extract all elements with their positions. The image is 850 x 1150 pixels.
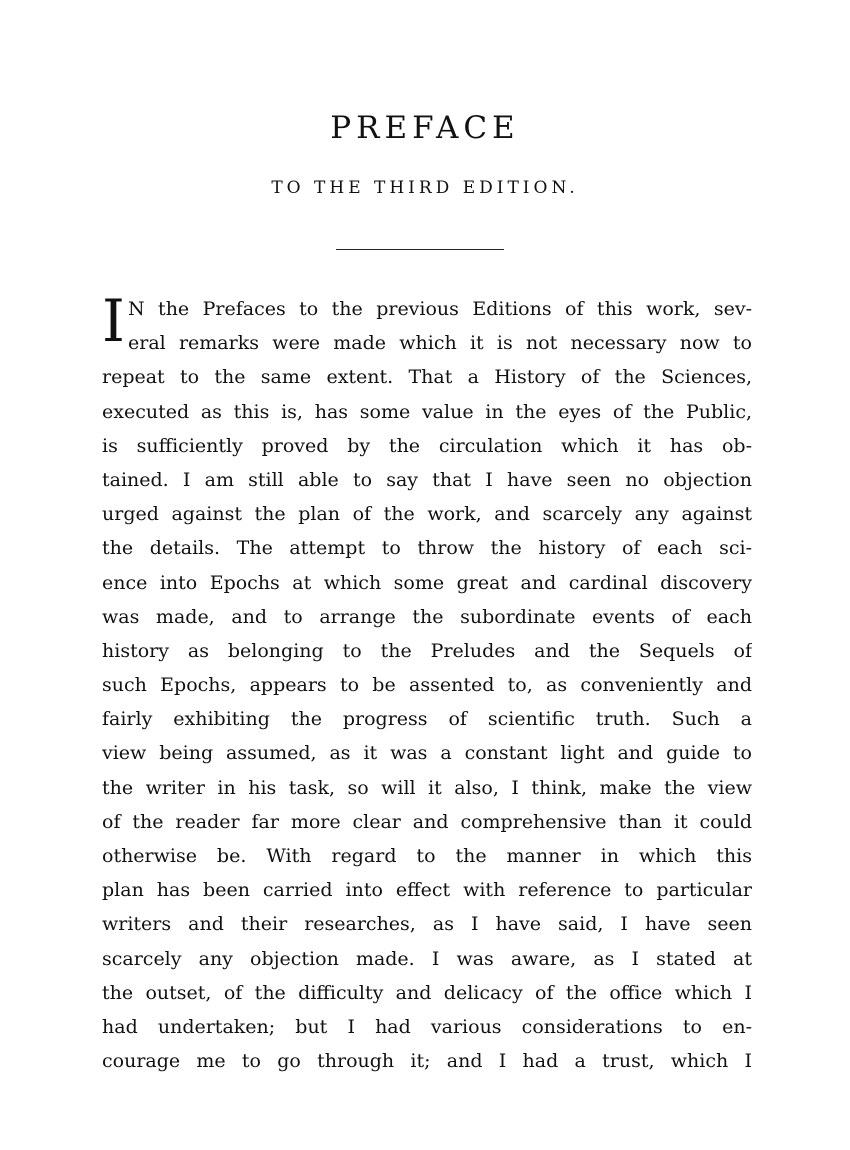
text-line-19: writers and their researches, as I have said, I have seen <box>102 913 752 936</box>
text-line-10: was made, and to arrange the subordinate events of each <box>102 605 752 628</box>
text-line-5: is sufficiently proved by the circulation which it has ob- <box>102 434 752 457</box>
text-line-13: fairly exhibiting the progress of scientific truth. Such a <box>102 708 752 731</box>
text-line-22: had undertaken; but I had various considerations to en- <box>102 1015 752 1038</box>
text-line-9: ence into Epochs at which some great and cardinal discovery <box>102 571 752 594</box>
text-line-21: the outset, of the difficulty and delicacy of the office which I <box>102 981 752 1004</box>
page-subtitle: TO THE THIRD EDITION. <box>271 178 579 198</box>
text-line-17: otherwise be. With regard to the manner in which this <box>102 845 752 867</box>
text-line-12: such Epochs, appears to be assented to, as conveniently and <box>102 674 752 697</box>
text-line-20: scarcely any objection made. I was aware, as I stated at <box>102 947 752 970</box>
text-line-7: urged against the plan of the work, and scarcely any against <box>102 503 752 526</box>
preface-body-text <box>102 287 752 1078</box>
text-line-2: eral remarks were made which it is not necessary now to <box>128 332 752 355</box>
page-title: PREFACE <box>330 110 520 146</box>
text-line-3: repeat to the same extent. That a History of the Sciences, <box>102 366 752 389</box>
title-divider-rule <box>336 249 504 250</box>
text-line-15: the writer in his task, so will it also, I think, make the view <box>102 776 752 799</box>
text-line-18: plan has been carried into effect with reference to particular <box>102 879 752 902</box>
text-line-1: N the Prefaces to the previous Editions of this work, sev- <box>128 298 752 320</box>
text-line-14: view being assumed, as it was a constant light and guide to <box>102 742 752 765</box>
drop-cap-letter: I <box>102 287 125 355</box>
text-line-4: executed as this is, has some value in the eyes of the Public, <box>102 400 752 423</box>
text-line-23: courage me to go through it; and I had a trust, which I <box>102 1050 752 1073</box>
text-line-11: history as belonging to the Preludes and the Sequels of <box>102 639 752 662</box>
text-line-16: of the reader far more clear and comprehensive than it could <box>102 810 752 833</box>
text-line-8: the details. The attempt to throw the history of each sci- <box>102 537 752 560</box>
text-line-6: tained. I am still able to say that I have seen no objection <box>102 468 752 491</box>
